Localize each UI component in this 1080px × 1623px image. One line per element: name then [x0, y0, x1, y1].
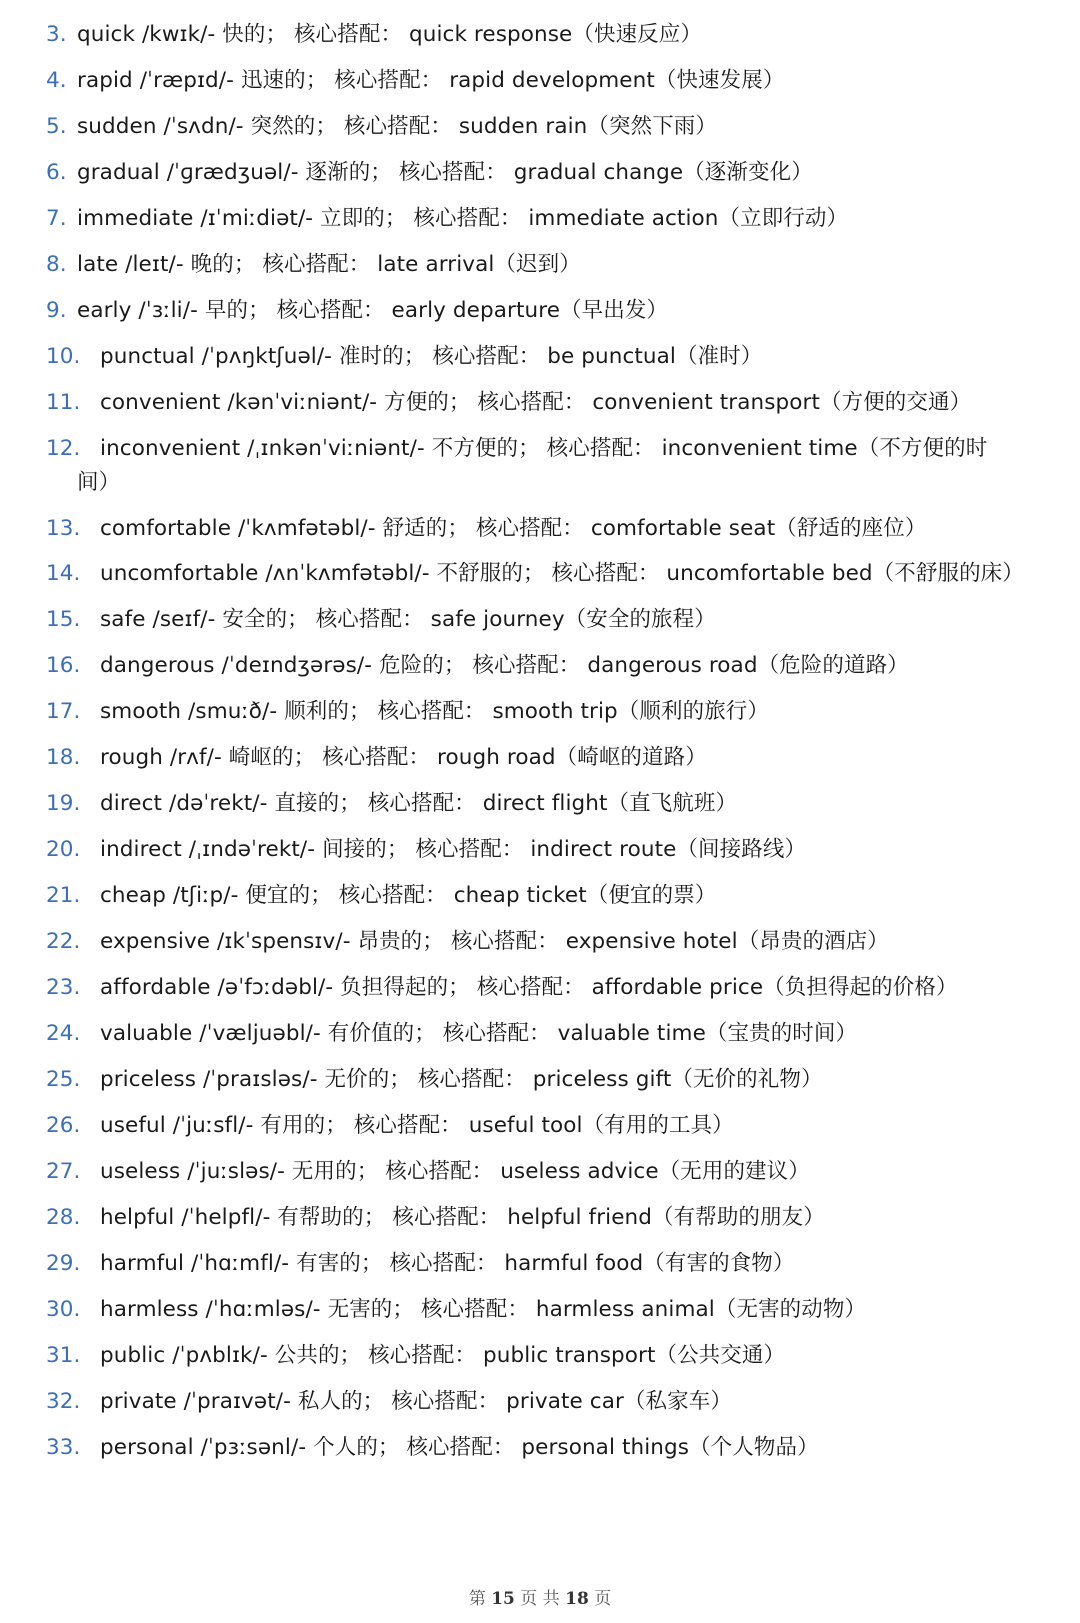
- item-text: convenient /kənˈviːniənt/- 方便的； 核心搭配： convenient transport（方便的交通）: [100, 389, 972, 415]
- item-number: 31.: [46, 1342, 81, 1368]
- footer-suffix: 页: [594, 1589, 612, 1609]
- item-text: valuable /ˈvæljuəbl/- 有价值的； 核心搭配： valuable time（宝贵的时间）: [100, 1020, 858, 1046]
- item-number: 33.: [46, 1434, 81, 1460]
- item-text: affordable /əˈfɔːdəbl/- 负担得起的； 核心搭配： affordable price（负担得起的价格）: [100, 975, 958, 1000]
- vocab-item: [0, 386, 1080, 420]
- item-text: uncomfortable /ʌnˈkʌmfətəbl/- 不舒服的； 核心搭配： uncomfortable bed（不舒服的床）: [100, 561, 1024, 587]
- item-number: 9.: [46, 297, 67, 323]
- item-number: 7.: [46, 205, 67, 231]
- vocab-item: [0, 1017, 1080, 1051]
- item-text: immediate /ɪˈmiːdiət/- 立即的； 核心搭配： immediate action（立即行动）: [77, 205, 849, 231]
- item-number: 13.: [46, 515, 81, 541]
- vocab-item: [0, 1431, 1080, 1465]
- item-text: rough /rʌf/- 崎岖的； 核心搭配： rough road（崎岖的道路）: [100, 745, 707, 771]
- item-number: 22.: [46, 929, 81, 955]
- item-number: 4.: [46, 67, 67, 93]
- item-number: 27.: [46, 1158, 81, 1184]
- vocab-item: [0, 741, 1080, 775]
- item-number: 29.: [46, 1250, 81, 1276]
- item-number: 10.: [46, 343, 81, 369]
- vocab-item: [0, 64, 1080, 98]
- vocab-item: [0, 512, 1080, 546]
- item-text: harmful /ˈhɑːmfl/- 有害的； 核心搭配： harmful food（有害的食物）: [100, 1250, 795, 1276]
- item-number: 16.: [46, 653, 81, 679]
- vocab-item: [0, 110, 1080, 144]
- footer-prefix: 第: [468, 1589, 486, 1609]
- item-text: indirect /ˌɪndəˈrekt/- 间接的； 核心搭配： indirect route（间接路线）: [100, 837, 807, 863]
- item-text: private /ˈpraɪvət/- 私人的； 核心搭配： private car（私家车）: [100, 1388, 732, 1414]
- vocab-item: [0, 1293, 1080, 1327]
- item-text: useful /ˈjuːsfl/- 有用的； 核心搭配： useful tool（有用的工具）: [100, 1112, 734, 1138]
- vocab-item: [0, 432, 1080, 495]
- vocab-item: [0, 695, 1080, 729]
- item-number: 23.: [46, 975, 81, 1000]
- vocab-item: [0, 557, 1080, 591]
- vocab-item: [0, 1201, 1080, 1235]
- item-text: comfortable /ˈkʌmfətəbl/- 舒适的； 核心搭配： comfortable seat（舒适的座位）: [100, 515, 927, 541]
- item-number: 11.: [46, 389, 81, 415]
- vocab-item: [0, 787, 1080, 821]
- current-page-number: 15: [491, 1589, 515, 1609]
- item-text: safe /seɪf/- 安全的； 核心搭配： safe journey（安全的旅程）: [100, 607, 716, 633]
- vocab-item: [0, 156, 1080, 190]
- item-text: sudden /ˈsʌdn/- 突然的； 核心搭配： sudden rain（突然下雨）: [77, 113, 717, 139]
- item-text: inconvenient /ˌɪnkənˈviːniənt/- 不方便的； 核心搭配： inconvenient time（不方便的时: [100, 435, 988, 461]
- vocab-item: [0, 202, 1080, 236]
- footer-middle: 页 共: [520, 1589, 560, 1609]
- vocab-item: [0, 925, 1080, 959]
- item-text: useless /ˈjuːsləs/- 无用的； 核心搭配： useless advice（无用的建议）: [100, 1158, 810, 1184]
- item-text-continuation: 间）: [77, 469, 121, 495]
- item-text: helpful /ˈhelpfl/- 有帮助的； 核心搭配： helpful friend（有帮助的朋友）: [100, 1204, 825, 1230]
- vocab-item: [0, 879, 1080, 913]
- vocab-item: [0, 833, 1080, 867]
- item-number: 25.: [46, 1066, 81, 1092]
- vocab-item: [0, 603, 1080, 637]
- item-number: 14.: [46, 561, 81, 587]
- vocab-item: [0, 1247, 1080, 1281]
- item-number: 20.: [46, 837, 81, 863]
- item-number: 18.: [46, 745, 81, 771]
- item-text: gradual /ˈɡrædʒuəl/- 逐渐的； 核心搭配： gradual change（逐渐变化）: [77, 159, 813, 185]
- item-text: cheap /tʃiːp/- 便宜的； 核心搭配： cheap ticket（便宜的票）: [100, 883, 717, 909]
- total-page-number: 18: [565, 1589, 589, 1609]
- item-number: 21.: [46, 883, 81, 909]
- vocab-item: [0, 971, 1080, 1005]
- page-footer: [0, 1584, 1080, 1609]
- vocab-item: [0, 1109, 1080, 1143]
- item-number: 8.: [46, 251, 67, 277]
- vocab-item: [0, 248, 1080, 282]
- item-text: personal /ˈpɜːsənl/- 个人的； 核心搭配： personal things（个人物品）: [100, 1434, 819, 1460]
- item-text: direct /dəˈrekt/- 直接的； 核心搭配： direct flight（直飞航班）: [100, 791, 738, 817]
- item-text: quick /kwɪk/- 快的； 核心搭配： quick response（快速反应）: [77, 22, 702, 47]
- item-number: 17.: [46, 699, 81, 725]
- item-text: public /ˈpʌblɪk/- 公共的； 核心搭配： public transport（公共交通）: [100, 1342, 786, 1368]
- vocab-item: [0, 1339, 1080, 1373]
- item-text: late /leɪt/- 晚的； 核心搭配： late arrival（迟到）: [77, 251, 581, 277]
- item-number: 24.: [46, 1020, 81, 1046]
- item-text: harmless /ˈhɑːmləs/- 无害的； 核心搭配： harmless animal（无害的动物）: [100, 1296, 867, 1322]
- item-number: 32.: [46, 1388, 81, 1414]
- vocab-item: [0, 340, 1080, 374]
- item-number: 12.: [46, 435, 81, 461]
- item-number: 26.: [46, 1112, 81, 1138]
- item-text: expensive /ɪkˈspensɪv/- 昂贵的； 核心搭配： expensive hotel（昂贵的酒店）: [100, 929, 889, 955]
- vocab-item: [0, 1385, 1080, 1419]
- vocab-item: [0, 1155, 1080, 1189]
- vocab-item: [0, 18, 1080, 52]
- item-text: priceless /ˈpraɪsləs/- 无价的； 核心搭配： priceless gift（无价的礼物）: [100, 1066, 823, 1092]
- item-number: 6.: [46, 159, 67, 185]
- item-number: 5.: [46, 113, 67, 139]
- item-number: 28.: [46, 1204, 81, 1230]
- item-text: rapid /ˈræpɪd/- 迅速的； 核心搭配： rapid development（快速发展）: [77, 67, 785, 93]
- item-text: early /ˈɜːli/- 早的； 核心搭配： early departure（早出发）: [77, 297, 669, 323]
- vocab-item: [0, 649, 1080, 683]
- item-number: 3.: [46, 22, 67, 47]
- item-number: 30.: [46, 1296, 81, 1322]
- item-text: dangerous /ˈdeɪndʒərəs/- 危险的； 核心搭配： dangerous road（危险的道路）: [100, 653, 909, 679]
- item-number: 19.: [46, 791, 81, 817]
- item-number: 15.: [46, 607, 81, 633]
- item-text: smooth /smuːð/- 顺利的； 核心搭配： smooth trip（顺利的旅行）: [100, 699, 769, 725]
- vocab-item: [0, 294, 1080, 328]
- item-text: punctual /ˈpʌŋktʃuəl/- 准时的； 核心搭配： be punctual（准时）: [100, 343, 763, 369]
- vocab-item: [0, 1063, 1080, 1097]
